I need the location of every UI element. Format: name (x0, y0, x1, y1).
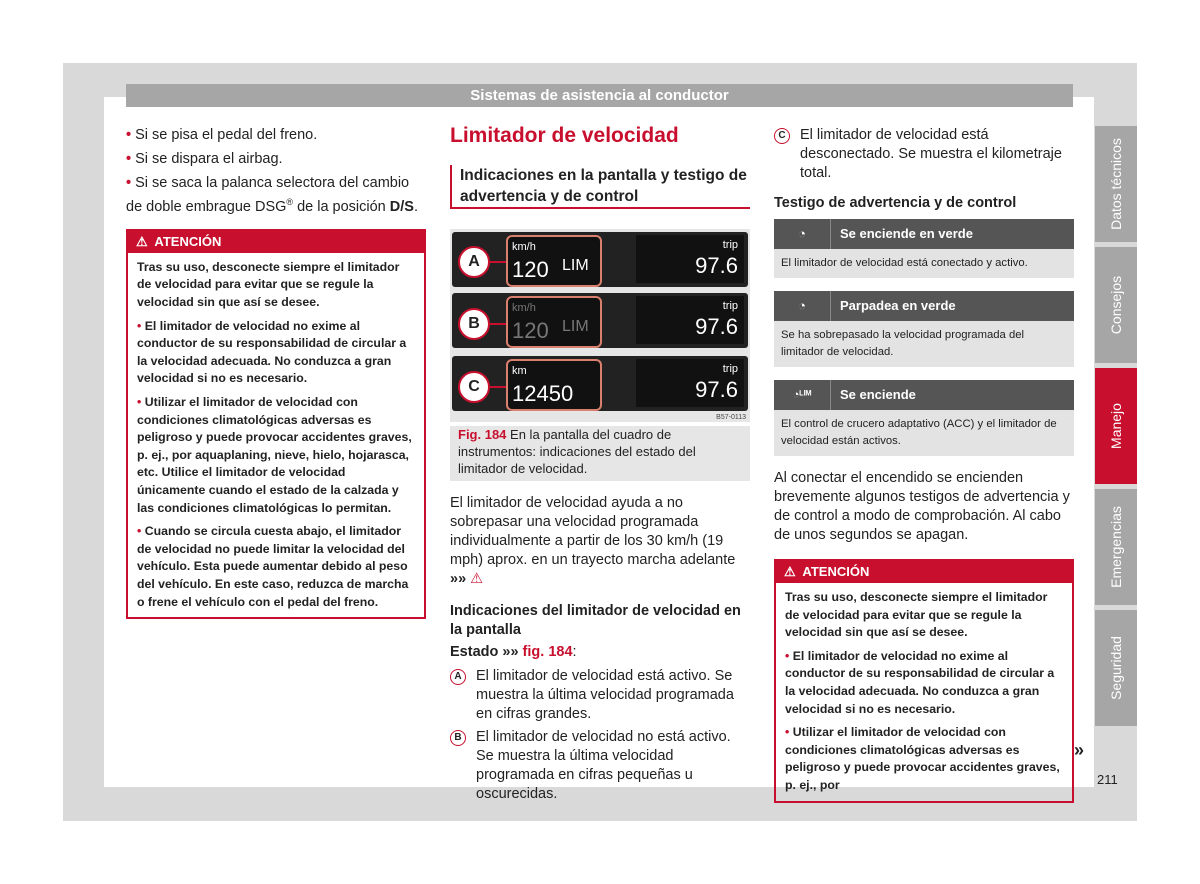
callout-b: B (458, 308, 490, 340)
subsection-title: Indicaciones en la pantalla y testigo de advertencia y de control (450, 165, 750, 207)
figure-link[interactable]: fig. 184 (522, 644, 573, 660)
warning-box (126, 229, 426, 619)
display-odometer-c: km 12450 (506, 359, 602, 411)
display-trip-a: trip 97.6 (636, 235, 744, 283)
paragraph: Al conectar el encendido se encienden brevemente algunos testigos de advertencia y de control a modo de comprobación. Al cabo de unos segundos se apagan. (774, 470, 1070, 543)
lamp-block (774, 219, 1074, 278)
section-title: Limitador de velocidad (450, 124, 679, 147)
warning-text: • Utilizar el limitador de velocidad con condiciones climatológicas adversas es peligroso y puede provocar accidentes graves, p. ej., por (785, 725, 1060, 792)
lim-speedometer-icon: ◔ᴸᴵᴹ (774, 380, 831, 410)
section-header: Sistemas de asistencia al conductor (126, 84, 1073, 107)
list-item: B El limitador de velocidad no está activo. Se muestra la última velocidad programada en cifras pequeñas u oscurecidas. (450, 728, 750, 804)
figure-caption: Fig. 184 En la pantalla del cuadro de instrumentos: indicaciones del estado del limitador de velocidad. (450, 426, 750, 481)
warning-text: • Cuando se circula cuesta abajo, el limitador de velocidad no puede limitar la velocidad del vehículo. Esta puede aumentar debido al peso del vehículo. En este caso, reduzca de marcha o frene el vehículo con el pedal del freno. (137, 524, 409, 609)
speedometer-icon: ◔ (774, 219, 831, 249)
lamp-text: El limitador de velocidad está conectado y activo. (774, 249, 1074, 278)
warning-triangle-icon: ⚠ (470, 571, 484, 587)
lamp-block (774, 291, 1074, 367)
tab-seguridad[interactable]: Seguridad (1095, 610, 1137, 726)
lamp-block (774, 380, 1074, 456)
warning-box (774, 559, 1074, 803)
callout-c: C (458, 371, 490, 403)
display-trip-b: trip 97.6 (636, 296, 744, 344)
lamp-header: ◔ Parpadea en verde (774, 291, 1074, 321)
warning-text: • El limitador de velocidad no exime al conductor de su responsabilidad de circular a la velocidad adecuada. No conduzca a gran velocidad si no es necesario. (137, 318, 407, 386)
callout-a: A (458, 246, 490, 278)
list-item: • Si se saca la palanca selectora del cambio de doble embrague DSG® de la posición D/S. (126, 175, 418, 215)
tab-datos-tecnicos[interactable]: Datos técnicos (1095, 126, 1137, 242)
lamp-header: ◔ Se enciende en verde (774, 219, 1074, 249)
display-trip-c: trip 97.6 (636, 359, 744, 407)
right-column (774, 126, 1074, 803)
tab-consejos[interactable]: Consejos (1095, 247, 1137, 363)
warning-text: Tras su uso, desconecte siempre el limitador de velocidad para evitar que se regule la velocidad sin que así se desee. (137, 259, 400, 310)
list-item: C El limitador de velocidad está desconectado. Se muestra el kilometraje total. (774, 126, 1074, 183)
left-column (126, 126, 426, 619)
subheading: Testigo de advertencia y de control (774, 195, 1017, 211)
warning-triangle-icon: ⚠ (136, 233, 148, 249)
estado-line: Estado »» fig. 184: (450, 644, 577, 660)
speedometer-icon: ◔ (774, 291, 831, 321)
middle-body (450, 494, 750, 804)
display-speed-b: km/h 120 LIM (506, 296, 602, 348)
list-item: A El limitador de velocidad está activo. Se muestra la última velocidad programada en cifras grandes. (450, 667, 750, 724)
tab-manejo[interactable]: Manejo (1095, 368, 1137, 484)
warning-text: • Utilizar el limitador de velocidad con condiciones climatológicas adversas es peligroso y puede provocar accidentes graves, p. ej., por aquaplaning, nieve, hielo, hojarasca, etc. Utilice el limitador de velocidad únicamente cuando el estado de la calzada y las condiciones climatológicas lo permitan. (137, 394, 412, 515)
warning-header: ⚠ ATENCIÓN (776, 561, 1072, 583)
lamp-header: ◔ᴸᴵᴹ Se enciende (774, 380, 1074, 410)
intro-paragraph: El limitador de velocidad ayuda a no sobrepasar una velocidad programada individualmente a partir de los 30 km/h (19 mph) aprox. en un trayecto marcha adelante »» ⚠ (450, 495, 736, 587)
continue-arrow: » (1074, 740, 1085, 760)
figure-184 (450, 229, 750, 422)
list-item: • Si se dispara el airbag. (126, 151, 283, 167)
subheading: Indicaciones del limitador de velocidad en la pantalla (450, 603, 741, 638)
figure-code: B57-0113 (716, 414, 746, 421)
lamp-text: Se ha sobrepasado la velocidad programada del limitador de velocidad. (774, 321, 1074, 367)
middle-column (450, 126, 750, 209)
warning-header: ⚠ ATENCIÓN (128, 231, 424, 253)
warning-text: Tras su uso, desconecte siempre el limitador de velocidad para evitar que se regule la velocidad sin que así se desee. (785, 590, 1048, 640)
display-speed-a: km/h 120 LIM (506, 235, 602, 287)
list-item: • Si se pisa el pedal del freno. (126, 127, 318, 143)
tab-emergencias[interactable]: Emergencias (1095, 489, 1137, 605)
page-number: 211 (1097, 772, 1118, 787)
lamp-text: El control de crucero adaptativo (ACC) y el limitador de velocidad están activos. (774, 410, 1074, 456)
warning-triangle-icon: ⚠ (784, 564, 796, 579)
warning-text: • El limitador de velocidad no exime al conductor de su responsabilidad de circular a la velocidad adecuada. No conduzca a gran velocidad si no es necesario. (785, 648, 1055, 716)
